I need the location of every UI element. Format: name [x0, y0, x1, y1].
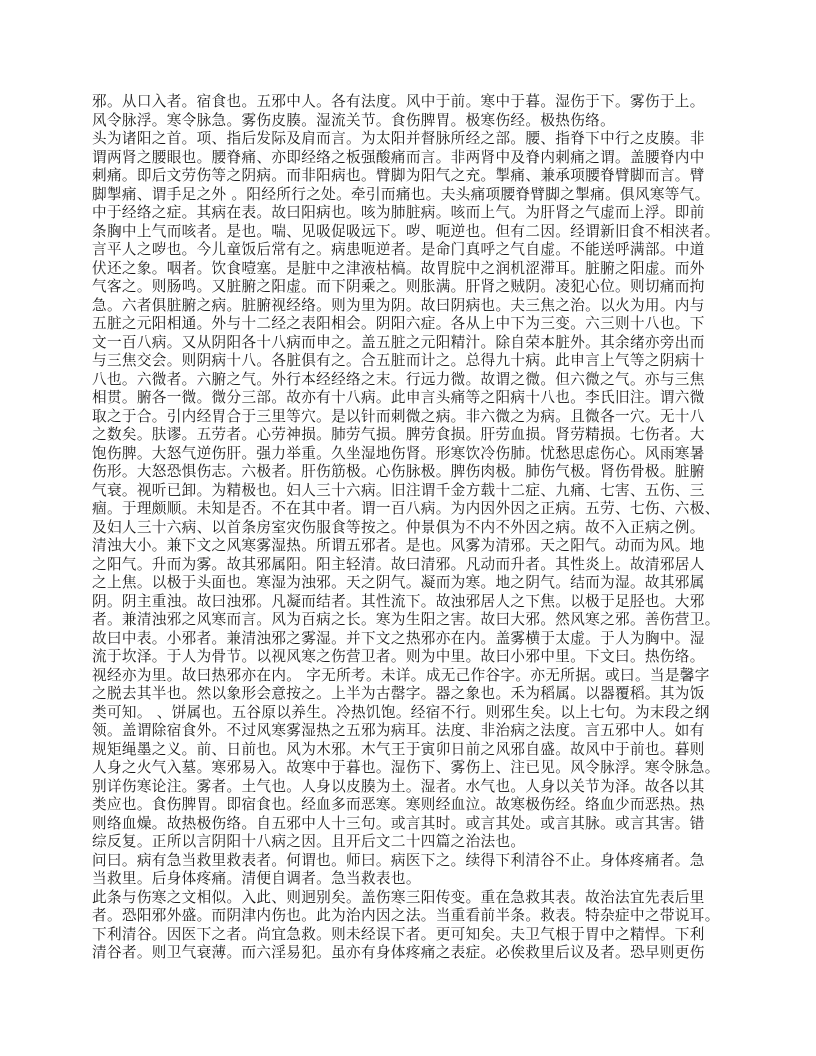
paragraph-five-evils-intro [92, 93, 732, 130]
text-line: 头为诸阳之首。项、指后发际及肩而言。为太阳并督脉所经之部。腰、指脊下中行之皮腠。非 [92, 130, 705, 147]
text-line: 痼。于理颇顺。未知是否。不在其中者。谓一百八病。为内因外因之正病。五劳、七伤、六极、 [92, 500, 720, 517]
text-line: 故曰中表。小邪者。兼清浊邪之雾湿。并下文之热邪亦在内。盖雾横于太虚。于人为胸中。湿 [92, 629, 705, 647]
text-line: 问曰。病有急当救里救表者。何谓也。师曰。病医下之。续得下利清谷不止。身体疼痛者。急 [92, 851, 705, 869]
text-line: 类可知。 、饼属也。五谷原以养生。冷热饥饱。经宿不行。则邪生矣。以上七句。为末段之纲 [92, 703, 710, 721]
text-line: 人身之火气入墓。寒邪易入。故寒中于暮也。湿伤下、雾伤上、注已见。风令脉浮。寒令脉急。 [92, 759, 720, 776]
text-line: 流于坎泽。于人为骨节。以视风寒之伤营卫者。则为中里。故曰小邪中里。下文曰。热伤络。 [92, 648, 705, 665]
text-line: 下利清谷。因医下之者。尚宜急救。则未经误下者。更可知矣。夫卫气根于胃中之精悍。下利 [92, 925, 705, 943]
text-line: 阴。阴主重浊。故曰浊邪。凡凝而结者。其性流下。故浊邪居人之下焦。以极于足胫也。大邪 [92, 592, 705, 610]
text-line: 饱伤脾。大怒气逆伤肝。强力举重。久坐湿地伤肾。形寒饮冷伤肺。忧愁思虑伤心。风雨寒暑 [92, 444, 705, 462]
document-page [92, 93, 732, 963]
paragraph-question [92, 852, 732, 889]
text-line: 伤形。大怒恐惧伤志。六极者。肝伤筋极。心伤脉极。脾伤肉极。肺伤气极。肾伤骨极。脏腑 [92, 463, 705, 480]
text-line: 综反复。正所以言阴阳十八病之因。且开后文二十四篇之治法也。 [92, 833, 526, 850]
text-line: 急。六者俱脏腑之病。脏腑视经络。则为里为阴。故曰阴病也。夫三焦之治。以火为用。内与 [92, 296, 705, 314]
text-line: 脚掣痛、谓手足之外 。阳经所行之处。牵引而痛也。夫头痛项腰脊臂脚之掣痛。俱风寒等气。 [92, 185, 710, 203]
text-line: 清谷者。则卫气衰薄。而六淫易犯。虽亦有身体疼痛之表症。必俟救里后议及者。恐早则更伤 [92, 944, 705, 961]
text-line: 八也。六微者。六腑之气。外行本经经络之末。行远力微。故谓之微。但六微之气。亦与三焦 [92, 370, 705, 388]
text-line: 刺痛。即后文劳伤等之阴病。而非阳病也。臂脚为阳气之充。掣痛、兼承项腰脊臂脚而言。臂 [92, 167, 705, 184]
text-line: 及妇人三十六病、以首条房室灾伤服食等按之。仲景俱为不内不外因之病。故不入正病之例。 [92, 518, 705, 536]
text-line: 伏还之象。咽者。饮食噎塞。是脏中之津液枯槁。故胃脘中之润机涩滞耳。脏腑之阳虚。而外 [92, 259, 705, 277]
text-line: 别详伤寒论注。雾者。土气也。人身以皮腠为土。湿者。水气也。人身以关节为泽。故各以其 [92, 777, 705, 795]
text-line: 文一百八病。又从阴阳各十八病而申之。盖五脏之元阳精汁。除自荣本脏外。其余绪亦旁出而 [92, 333, 705, 351]
text-line: 条胸中上气而咳者。是也。喘、见吸促吸远下。哕、呃逆也。但有二因。经谓新旧食不相浃者。 [92, 222, 720, 240]
text-line: 与三焦交会。则阴病十八。各脏俱有之。合五脏而计之。总得九十病。此申言上气等之阴病十 [92, 352, 705, 369]
text-line: 当救里。后身体疼痛。清便自调者。急当救表也。 [92, 870, 421, 887]
text-line: 五脏之元阳相通。外与十二经之表阳相会。阴阳六症。各从上中下为三变。六三则十八也。下 [92, 315, 705, 332]
text-line: 之阳气。升而为雾。故其邪属阳。阳主轻清。故曰清邪。凡动而升者。其性炎上。故清邪居人 [92, 555, 705, 573]
text-line: 此条与伤寒之文相似。入此、则迥别矣。盖伤寒三阳传变。重在急救其表。故治法宜先表后里 [92, 888, 705, 906]
text-line: 气衰。视听已卸。为精极也。妇人三十六病。旧注谓千金方载十二症、九痛、七害、五伤、三 [92, 481, 705, 499]
text-line: 者。恐阳邪外盛。而阴津内伤也。此为治内因之法。当重看前半条。救表。特杂症中之带说耳。 [92, 907, 720, 924]
text-line: 邪。从口入者。宿食也。五邪中人。各有法度。风中于前。寒中于暮。湿伤于下。雾伤于上。 [92, 93, 705, 110]
text-line: 之脱去其半也。然以象形会意按之。上半为古罄字。器之象也。禾为稻属。以器覆稻。其为饭 [92, 685, 705, 702]
text-line: 清浊大小。兼下文之风寒雾湿热。所谓五邪者。是也。风雾为清邪。天之阳气。动而为风。地 [92, 537, 705, 554]
text-line: 规矩绳墨之义。前、日前也。风为木邪。木气王于寅卯日前之风邪自盛。故风中于前也。暮则 [92, 740, 705, 758]
text-line: 者。兼清浊邪之风寒而言。风为百病之长。寒为生阳之害。故曰大邪。然风寒之邪。善伤营卫。 [92, 611, 720, 628]
text-line: 气客之。则肠鸣。又脏腑之阳虚。而下阴乘之。则胀满。肝肾之贼阴。凌犯心位。则切痛而拘 [92, 278, 705, 295]
text-line: 谓两肾之腰眼也。腰脊痛、亦即经络之板强酸痛而言。非两肾中及脊内刺痛之谓。盖腰脊内中 [92, 148, 705, 166]
text-line: 领。盖谓除宿食外。不过风寒雾湿热之五邪为病耳。法度、非治病之法度。言五邪中人。如有 [92, 722, 705, 739]
paragraph-answer-commentary [92, 889, 732, 963]
text-line: 取之于合。引内经胃合于三里等穴。是以针而刺微之病。非六微之为病。且微各一穴。无十八 [92, 407, 705, 425]
text-line: 中于经络之症。其病在表。故曰阳病也。咳为肺脏病。咳而上气。为肝肾之气虚而上浮。即前 [92, 204, 705, 221]
text-line: 言平人之哕也。今儿童饭后常有之。病患呃逆者。是命门真呼之气自虚。不能送呼满部。中道 [92, 241, 705, 258]
text-line: 视经亦为里。故曰热邪亦在内。 字无所考。未详。成无己作谷字。亦无所据。或曰。当是馨字 [92, 666, 710, 684]
text-line: 之上焦。以极于头面也。寒湿为浊邪。天之阴气。凝而为寒。地之阴气。结而为湿。故其邪属 [92, 574, 705, 591]
text-line: 则络血燥。故热极伤络。自五邪中人十三句。或言其时。或言其处。或言其脉。或言其害。错 [92, 814, 705, 832]
text-line: 风令脉浮。寒令脉急。雾伤皮腠。湿流关节。食伤脾胃。极寒伤经。极热伤络。 [92, 111, 616, 129]
text-line: 之数矣。肤谬。五劳者。心劳神损。肺劳气损。脾劳食损。肝劳血损。肾劳精损。七伤者。大 [92, 426, 705, 443]
text-line: 类应也。食伤脾胃。即宿食也。经血多而恶寒。寒则经血泣。故寒极伤经。络血少而恶热。热 [92, 796, 705, 813]
paragraph-commentary [92, 130, 732, 852]
text-line: 相贯。腑各一微。微分三部。故亦有十八病。此申言头痛等之阳病十八也。李氏旧注。谓六微 [92, 389, 705, 406]
